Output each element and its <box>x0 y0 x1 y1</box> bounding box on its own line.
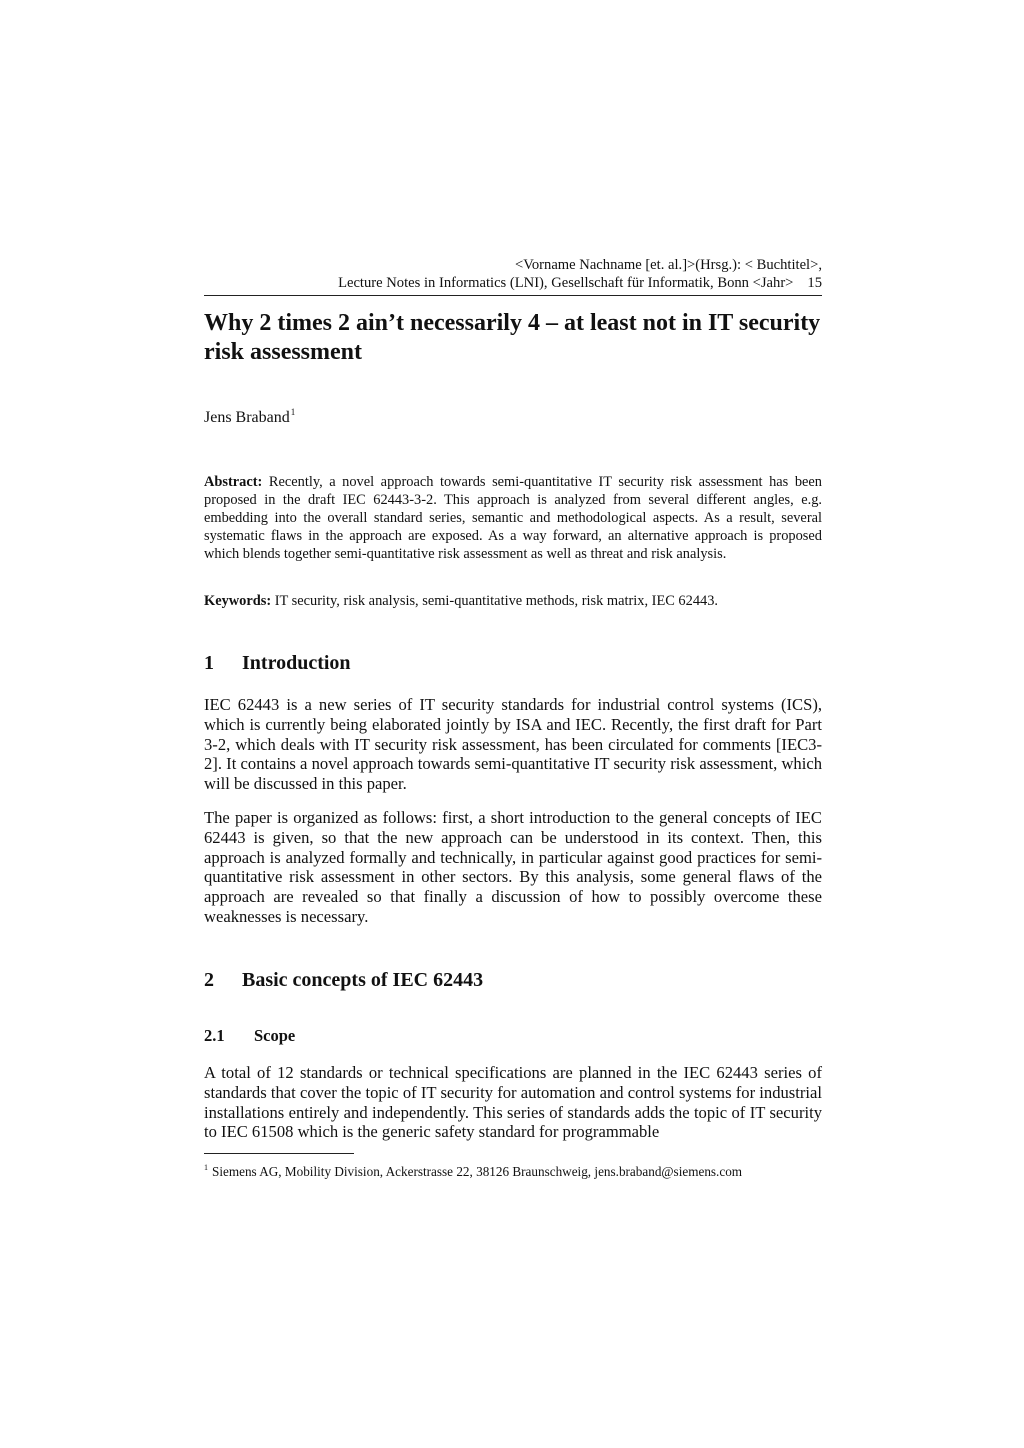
section-heading-introduction <box>204 651 351 675</box>
abstract-text: Recently, a novel approach towards semi-quantitative IT security risk assessment has been proposed in the draft IEC 62443-3-2. This approach is analyzed from several different angles, e.g. embedding into the overall standard series, semantic and methodological aspects. As a result, several systematic flaws in the approach are exposed. As a way forward, an alternative approach is proposed which blends together semi-quantitative risk assessment as well as threat and risk analysis. <box>204 474 822 562</box>
paragraph: IEC 62443 is a new series of IT security standards for industrial control systems (ICS), which is currently being elaborated jointly by ISA and IEC. Recently, the first draft for Part 3-2, which deals with IT security risk assessment, has been circulated for comments [IEC3-2]. It contains a novel approach towards semi-quantitative IT security risk assessment, which will be discussed in this paper. <box>204 695 822 794</box>
subsection-number: 2.1 <box>204 1026 225 1045</box>
page-number: 15 <box>807 275 822 291</box>
section-title: Introduction <box>242 652 351 674</box>
footnote-rule <box>204 1153 354 1154</box>
section-title: Basic concepts of IEC 62443 <box>242 969 484 991</box>
running-header-line-1: <Vorname Nachname [et. al.]>(Hrsg.): < Buchtitel>, <box>514 257 822 273</box>
section-heading-basic-concepts <box>204 968 483 992</box>
abstract-label: Abstract: <box>204 474 263 490</box>
paper-title: Why 2 times 2 ain’t necessarily 4 – at least not in IT security risk assessment <box>204 310 821 365</box>
author-footnote-mark: 1 <box>290 407 296 417</box>
subsection-heading-scope <box>204 1026 295 1046</box>
running-header-line-2: Lecture Notes in Informatics (LNI), Gesellschaft für Informatik, Bonn <Jahr> <box>338 275 794 291</box>
footnote-text: Siemens AG, Mobility Division, Ackerstrasse 22, 38126 Braunschweig, jens.braband@siemens.com <box>212 1164 743 1179</box>
footnote-mark: 1 <box>204 1163 208 1172</box>
keywords <box>204 592 822 610</box>
paragraph: A total of 12 standards or technical specifications are planned in the IEC 62443 series of standards that cover the topic of IT security for automation and control systems for industrial installations entirely and independently. This series of standards adds the topic of IT security to IEC 61508 which is the generic safety standard for programmable <box>204 1063 822 1142</box>
keywords-label: Keywords: <box>204 593 272 609</box>
author-name: Jens Braband <box>204 409 290 426</box>
subsection-title: Scope <box>254 1026 296 1045</box>
abstract <box>204 473 822 563</box>
paragraph: The paper is organized as follows: first, a short introduction to the general concepts of IEC 62443 is given, so that the new approach can be understood in its context. Then, this approach is analyzed formally and technically, in particular against good practices for semi-quantitative risk assessment in other sectors. By this analysis, some general flaws of the approach are revealed so that finally a discussion of how to possibly overcome these weaknesses is necessary. <box>204 808 822 926</box>
keywords-text: IT security, risk analysis, semi-quantitative methods, risk matrix, IEC 62443. <box>274 593 719 609</box>
running-header <box>204 256 822 292</box>
section-number: 2 <box>204 969 214 991</box>
footnote <box>204 1160 822 1180</box>
header-rule <box>204 295 822 296</box>
section-number: 1 <box>204 652 214 674</box>
author-line <box>204 402 295 428</box>
